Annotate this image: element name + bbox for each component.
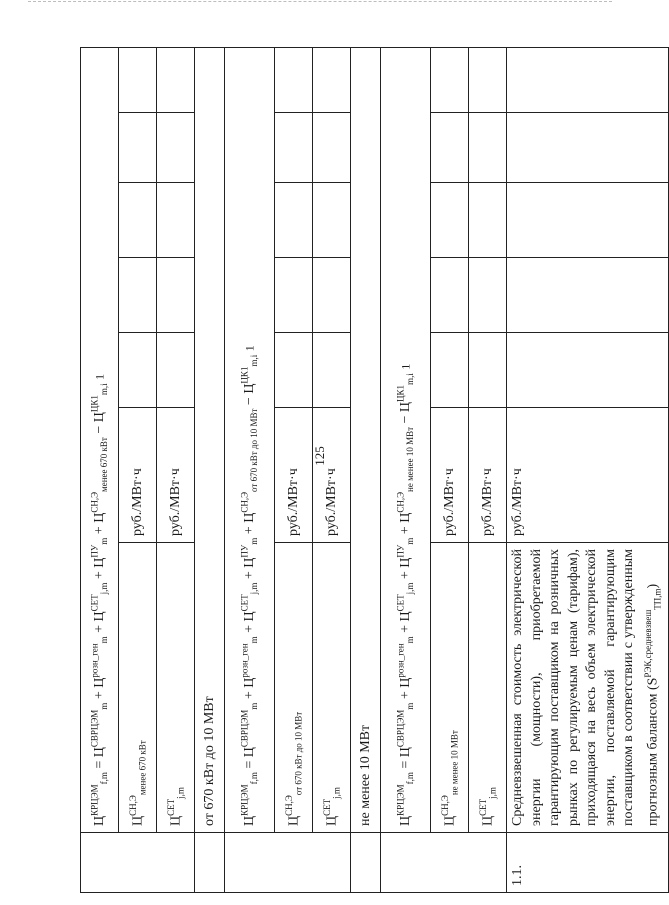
set-n10-unit: руб./МВт·ч	[469, 408, 507, 543]
set-670-label: $Ц^{СЕТ}_{j,m}$	[157, 543, 195, 833]
tariff-table	[80, 47, 669, 893]
blank-num-cell	[195, 833, 225, 893]
blank-num-cell	[225, 833, 351, 893]
ch-n10-label: $Ц^{СН,Э}_{не менее 10 МВт}$	[431, 543, 469, 833]
item-number: 1.1.	[507, 833, 669, 893]
ch-10-label: $Ц^{СН,Э}_{от 670 кВт до 10 МВт}$	[275, 543, 313, 833]
item-description: Средневзвешенная стоимость электрической энергии (мощности), приобретаемой гарантирующим поставщиком на розничных рынках по регулируемым ценам (тарифам), приходящаяся на весь объем электрической энергии, поставляемой гарантирующим поставщиком в соответствии с утвержденным прогнозным балансом $(S^{РЭК,средневзвеш}_{ТП,m})$	[507, 543, 669, 833]
formula-10: $Ц^{КРЦЭМ}_{f,m} = Ц^{СВРЦЭМ}_m + Ц^{розн\_ген}_m + Ц^{СЕТ}_{j,m} + Ц^{ПУ}_m + Ц^{СН,Э}_{от 670 кВт до 10 МВт} - Ц^{ЦК1}_{m,i}$ 1	[225, 47, 275, 832]
item-unit: руб./МВт·ч	[507, 408, 669, 543]
formula-n10: $Ц^{КРЦЭМ}_{f,m} = Ц^{СВРЦЭМ}_m + Ц^{розн\_ген}_m + Ц^{СЕТ}_{j,m} + Ц^{ПУ}_m + Ц^{СН,Э}_{не менее 10 МВт} - Ц^{ЦК1}_{m,i}$ 1	[381, 47, 431, 832]
ch-n10-unit: руб./МВт·ч	[431, 408, 469, 543]
ch-10-unit: руб./МВт·ч	[275, 408, 313, 543]
ch-670-unit: руб./МВт·ч	[119, 408, 157, 543]
blank-num-cell	[351, 833, 381, 893]
blank-num-cell	[81, 833, 195, 893]
page-number: 125	[312, 446, 327, 466]
formula-670: $Ц^{КРЦЭМ}_{f,m} = Ц^{СВРЦЭМ}_m + Ц^{розн\_ген}_m + Ц^{СЕТ}_{j,m} + Ц^{ПУ}_m + Ц^{СН,Э}_{менее 670 кВт} - Ц^{ЦК1}_{m,i}$ 1	[81, 47, 119, 832]
formula-index: 1	[92, 373, 107, 380]
blank-num-cell	[381, 833, 507, 893]
ch-670-label: $Ц^{СН,Э}_{менее 670 кВт}$	[119, 543, 157, 833]
set-n10-label: $Ц^{СЕТ}_{j,m}$	[469, 543, 507, 833]
rotated-table-container	[80, 48, 662, 893]
set-10-unit: руб./МВт·ч	[313, 408, 351, 543]
set-10-label: $Ц^{СЕТ}_{j,m}$	[313, 543, 351, 833]
page-top-rule	[28, 1, 612, 2]
set-670-unit: руб./МВт·ч	[157, 408, 195, 543]
section-10: не менее 10 МВт	[351, 47, 381, 832]
section-670-10: от 670 кВт до 10 МВт	[195, 47, 225, 832]
